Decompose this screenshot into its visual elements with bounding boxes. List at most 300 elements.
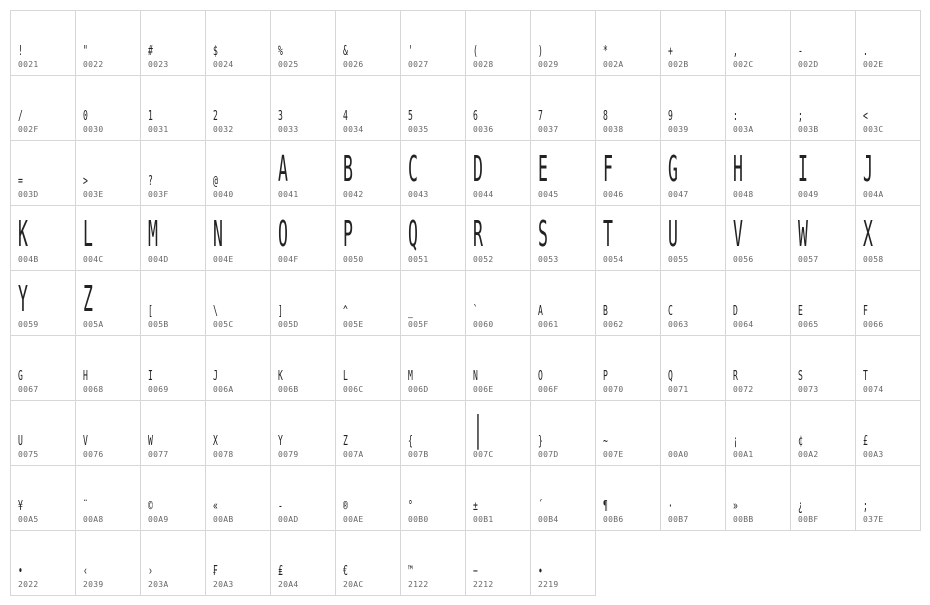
glyph-cell[interactable]: [660, 270, 726, 336]
glyph-char: Q: [408, 214, 418, 256]
glyph-code: 002F: [18, 125, 39, 134]
glyph-cell[interactable]: [790, 205, 856, 271]
glyph-char: ¨: [83, 499, 88, 514]
glyph-char: •: [18, 564, 23, 579]
glyph-char: ¢: [798, 434, 803, 449]
glyph-char: G: [18, 369, 23, 384]
glyph-code: 00AD: [278, 515, 299, 524]
glyph-cell[interactable]: [400, 270, 466, 336]
glyph-cell[interactable]: [660, 335, 726, 401]
glyph-char: F: [863, 304, 868, 319]
glyph-code: 00AE: [343, 515, 364, 524]
glyph-char: J: [213, 369, 218, 384]
glyph-char: T: [863, 369, 868, 384]
glyph-cell[interactable]: [660, 465, 726, 531]
glyph-cell[interactable]: [75, 140, 141, 206]
glyph-cell[interactable]: [270, 335, 336, 401]
glyph-char: N: [213, 214, 223, 256]
glyph-cell[interactable]: [725, 465, 791, 531]
glyph-cell[interactable]: [10, 465, 76, 531]
glyph-char: €: [343, 564, 348, 579]
glyph-cell[interactable]: [465, 465, 531, 531]
glyph-cell[interactable]: [10, 335, 76, 401]
glyph-code: 0038: [603, 125, 624, 134]
glyph-char: B: [343, 149, 353, 191]
glyph-char: ,: [733, 44, 738, 59]
glyph-cell[interactable]: [790, 10, 856, 76]
glyph-char: 4: [343, 109, 348, 124]
glyph-code: 004F: [278, 255, 299, 264]
glyph-cell[interactable]: [270, 75, 336, 141]
glyph-cell[interactable]: [855, 400, 921, 466]
glyph-char: ₣: [213, 564, 218, 579]
glyph-code: 0066: [863, 320, 884, 329]
glyph-code: 0069: [148, 385, 169, 394]
glyph-code: 002B: [668, 60, 689, 69]
glyph-char: :: [733, 109, 738, 124]
glyph-cell[interactable]: [400, 140, 466, 206]
glyph-code: 0074: [863, 385, 884, 394]
glyph-char: \: [213, 304, 218, 319]
glyph-code: 0060: [473, 320, 494, 329]
glyph-code: 004D: [148, 255, 169, 264]
glyph-code: 0049: [798, 190, 819, 199]
glyph-cell[interactable]: [75, 270, 141, 336]
glyph-char: >: [83, 174, 88, 189]
glyph-cell[interactable]: [10, 270, 76, 336]
glyph-cell[interactable]: [205, 205, 271, 271]
glyph-char: M: [408, 369, 413, 384]
glyph-cell[interactable]: [595, 140, 661, 206]
glyph-code: 00BF: [798, 515, 819, 524]
glyph-cell[interactable]: [270, 205, 336, 271]
glyph-cell[interactable]: [530, 205, 596, 271]
glyph-char: P: [343, 214, 353, 256]
glyph-char: I: [798, 149, 808, 191]
glyph-code: 006E: [473, 385, 494, 394]
glyph-char: C: [408, 149, 418, 191]
glyph-char: ": [83, 44, 88, 59]
glyph-code: 006C: [343, 385, 364, 394]
glyph-char: ): [538, 44, 543, 59]
glyph-char: ¥: [18, 499, 23, 514]
glyph-char: 0: [83, 109, 88, 124]
glyph-char: ¶: [603, 499, 608, 514]
glyph-cell[interactable]: [530, 465, 596, 531]
glyph-char: N: [473, 369, 478, 384]
glyph-cell[interactable]: [335, 465, 401, 531]
glyph-char: +: [668, 44, 673, 59]
glyph-char: E: [538, 149, 548, 191]
glyph-char: ®: [343, 499, 348, 514]
glyph-cell[interactable]: [270, 10, 336, 76]
glyph-cell[interactable]: [790, 75, 856, 141]
glyph-char: V: [733, 214, 743, 256]
glyph-char: ;: [863, 499, 868, 514]
glyph-code: 0077: [148, 450, 169, 459]
glyph-char: ™: [408, 564, 413, 579]
glyph-char: 7: [538, 109, 543, 124]
glyph-code: 0050: [343, 255, 364, 264]
glyph-cell[interactable]: [790, 335, 856, 401]
glyph-char: `: [473, 304, 478, 319]
glyph-cell[interactable]: [595, 400, 661, 466]
glyph-cell[interactable]: [725, 270, 791, 336]
glyph-char: ;: [798, 109, 803, 124]
glyph-char: #: [148, 44, 153, 59]
glyph-char: D: [473, 149, 483, 191]
glyph-code: 0027: [408, 60, 429, 69]
glyph-code: 004A: [863, 190, 884, 199]
glyph-char: M: [148, 214, 158, 256]
glyph-cell[interactable]: [75, 205, 141, 271]
glyph-code: 0052: [473, 255, 494, 264]
glyph-cell[interactable]: [530, 530, 596, 596]
glyph-char: <: [863, 109, 868, 124]
glyph-code: 2022: [18, 580, 39, 589]
glyph-char: °: [408, 499, 413, 514]
glyph-char: |: [473, 409, 483, 451]
glyph-cell[interactable]: [205, 465, 271, 531]
glyph-cell[interactable]: [335, 335, 401, 401]
glyph-code: 007D: [538, 450, 559, 459]
glyph-code: 0055: [668, 255, 689, 264]
glyph-cell[interactable]: [400, 205, 466, 271]
glyph-cell[interactable]: [400, 400, 466, 466]
glyph-code: 0041: [278, 190, 299, 199]
glyph-cell[interactable]: [660, 140, 726, 206]
glyph-code: 0051: [408, 255, 429, 264]
glyph-char: Z: [343, 434, 348, 449]
glyph-code: 0054: [603, 255, 624, 264]
glyph-code: 0042: [343, 190, 364, 199]
glyph-code: 003C: [863, 125, 884, 134]
glyph-code: 005A: [83, 320, 104, 329]
glyph-cell[interactable]: [335, 205, 401, 271]
glyph-char: *: [603, 44, 608, 59]
glyph-char: Y: [18, 279, 28, 321]
glyph-cell[interactable]: [530, 335, 596, 401]
glyph-code: 0023: [148, 60, 169, 69]
glyph-code: 002A: [603, 60, 624, 69]
glyph-char: S: [538, 214, 548, 256]
glyph-code: 00A9: [148, 515, 169, 524]
glyph-char: .: [863, 44, 868, 59]
glyph-cell[interactable]: [855, 465, 921, 531]
glyph-char: K: [18, 214, 28, 256]
glyph-char: ›: [148, 564, 153, 579]
glyph-code: 0040: [213, 190, 234, 199]
glyph-code: 0065: [798, 320, 819, 329]
glyph-cell[interactable]: [75, 335, 141, 401]
glyph-char: &: [343, 44, 348, 59]
glyph-cell[interactable]: [595, 10, 661, 76]
glyph-code: 006A: [213, 385, 234, 394]
glyph-cell[interactable]: [140, 335, 206, 401]
glyph-code: 0024: [213, 60, 234, 69]
glyph-cell[interactable]: [855, 75, 921, 141]
glyph-char: V: [83, 434, 88, 449]
glyph-cell[interactable]: [530, 10, 596, 76]
glyph-cell[interactable]: [335, 140, 401, 206]
glyph-code: 007C: [473, 450, 494, 459]
glyph-code: 00B6: [603, 515, 624, 524]
glyph-cell[interactable]: [725, 75, 791, 141]
glyph-char: U: [18, 434, 23, 449]
glyph-cell[interactable]: [205, 140, 271, 206]
glyph-char: S: [798, 369, 803, 384]
glyph-cell[interactable]: [335, 270, 401, 336]
glyph-code: 203A: [148, 580, 169, 589]
glyph-char: £: [863, 434, 868, 449]
glyph-char: /: [18, 109, 23, 124]
glyph-char: !: [18, 44, 23, 59]
glyph-cell[interactable]: [725, 140, 791, 206]
glyph-cell[interactable]: [335, 75, 401, 141]
glyph-cell[interactable]: [140, 205, 206, 271]
glyph-cell[interactable]: [530, 75, 596, 141]
glyph-char: 3: [278, 109, 283, 124]
glyph-cell[interactable]: [75, 75, 141, 141]
glyph-char: 6: [473, 109, 478, 124]
glyph-cell[interactable]: [790, 140, 856, 206]
glyph-code: 0043: [408, 190, 429, 199]
glyph-code: 0030: [83, 125, 104, 134]
glyph-code: 0021: [18, 60, 39, 69]
glyph-code: 00B1: [473, 515, 494, 524]
glyph-code: 0026: [343, 60, 364, 69]
glyph-code: 0072: [733, 385, 754, 394]
glyph-cell[interactable]: [140, 270, 206, 336]
glyph-code: 037E: [863, 515, 884, 524]
glyph-char: R: [473, 214, 483, 256]
glyph-code: 00A1: [733, 450, 754, 459]
glyph-cell[interactable]: [855, 140, 921, 206]
glyph-code: 0029: [538, 60, 559, 69]
glyph-cell[interactable]: [595, 335, 661, 401]
glyph-cell[interactable]: [75, 530, 141, 596]
glyph-code: 0045: [538, 190, 559, 199]
glyph-cell[interactable]: [595, 75, 661, 141]
glyph-cell[interactable]: [465, 140, 531, 206]
glyph-cell[interactable]: [465, 270, 531, 336]
glyph-char: _: [408, 304, 413, 319]
glyph-cell[interactable]: [790, 400, 856, 466]
glyph-code: 0068: [83, 385, 104, 394]
glyph-cell[interactable]: [660, 400, 726, 466]
glyph-cell[interactable]: [855, 270, 921, 336]
glyph-code: 0053: [538, 255, 559, 264]
glyph-cell[interactable]: [205, 400, 271, 466]
glyph-code: 0063: [668, 320, 689, 329]
glyph-code: 00A0: [668, 450, 689, 459]
glyph-char: W: [798, 214, 808, 256]
glyph-code: 003F: [148, 190, 169, 199]
glyph-cell[interactable]: [725, 205, 791, 271]
glyph-code: 006D: [408, 385, 429, 394]
glyph-code: 0032: [213, 125, 234, 134]
glyph-char: J: [863, 149, 873, 191]
glyph-code: 004C: [83, 255, 104, 264]
glyph-char: ~: [603, 434, 608, 449]
glyph-cell[interactable]: [10, 140, 76, 206]
glyph-char: 2: [213, 109, 218, 124]
glyph-cell[interactable]: [270, 530, 336, 596]
glyph-cell[interactable]: [465, 335, 531, 401]
glyph-cell[interactable]: [205, 335, 271, 401]
glyph-cell[interactable]: [205, 10, 271, 76]
glyph-cell[interactable]: [530, 400, 596, 466]
glyph-cell[interactable]: [10, 75, 76, 141]
glyph-char: P: [603, 369, 608, 384]
glyph-code: 006F: [538, 385, 559, 394]
glyph-cell[interactable]: [530, 140, 596, 206]
glyph-code: 002E: [863, 60, 884, 69]
glyph-code: 0070: [603, 385, 624, 394]
glyph-char: 9: [668, 109, 673, 124]
glyph-code: 2039: [83, 580, 104, 589]
glyph-cell[interactable]: [660, 10, 726, 76]
glyph-char: O: [278, 214, 288, 256]
glyph-char: T: [603, 214, 613, 256]
glyph-cell[interactable]: [595, 205, 661, 271]
glyph-code: 00A8: [83, 515, 104, 524]
glyph-cell[interactable]: [10, 10, 76, 76]
glyph-cell[interactable]: [335, 530, 401, 596]
glyph-code: 0047: [668, 190, 689, 199]
glyph-char: Z: [83, 279, 93, 321]
glyph-code: 0034: [343, 125, 364, 134]
glyph-cell[interactable]: [270, 140, 336, 206]
glyph-cell[interactable]: [725, 335, 791, 401]
glyph-cell[interactable]: [140, 140, 206, 206]
glyph-cell[interactable]: [75, 10, 141, 76]
glyph-code: 005D: [278, 320, 299, 329]
glyph-char: ¡: [733, 434, 738, 449]
glyph-cell[interactable]: [75, 465, 141, 531]
glyph-cell[interactable]: [660, 75, 726, 141]
glyph-cell[interactable]: [335, 10, 401, 76]
glyph-char: X: [863, 214, 873, 256]
glyph-code: 2212: [473, 580, 494, 589]
glyph-char: [: [148, 304, 153, 319]
glyph-char: L: [343, 369, 348, 384]
glyph-code: 00A5: [18, 515, 39, 524]
glyph-char: }: [538, 434, 543, 449]
glyph-cell[interactable]: [790, 465, 856, 531]
glyph-code: 005C: [213, 320, 234, 329]
glyph-char: ±: [473, 499, 478, 514]
glyph-cell[interactable]: [725, 10, 791, 76]
glyph-cell[interactable]: [855, 335, 921, 401]
glyph-cell[interactable]: [465, 400, 531, 466]
glyph-cell[interactable]: [10, 205, 76, 271]
glyph-cell[interactable]: [530, 270, 596, 336]
glyph-cell[interactable]: [270, 465, 336, 531]
glyph-code: 0059: [18, 320, 39, 329]
glyph-cell[interactable]: [465, 75, 531, 141]
glyph-cell[interactable]: [790, 270, 856, 336]
glyph-code: 003E: [83, 190, 104, 199]
glyph-cell[interactable]: [400, 10, 466, 76]
glyph-cell[interactable]: [140, 400, 206, 466]
glyph-code: 0039: [668, 125, 689, 134]
glyph-cell[interactable]: [270, 270, 336, 336]
glyph-char: 1: [148, 109, 153, 124]
glyph-cell[interactable]: [75, 400, 141, 466]
glyph-cell[interactable]: [855, 205, 921, 271]
glyph-char: @: [213, 174, 218, 189]
glyph-code: 00BB: [733, 515, 754, 524]
glyph-cell[interactable]: [140, 75, 206, 141]
glyph-cell[interactable]: [10, 400, 76, 466]
glyph-code: 0025: [278, 60, 299, 69]
glyph-code: 0064: [733, 320, 754, 329]
glyph-code: 0046: [603, 190, 624, 199]
glyph-cell[interactable]: [10, 530, 76, 596]
glyph-cell[interactable]: [400, 465, 466, 531]
glyph-cell[interactable]: [140, 530, 206, 596]
glyph-cell[interactable]: [270, 400, 336, 466]
glyph-cell[interactable]: [140, 10, 206, 76]
glyph-code: 003A: [733, 125, 754, 134]
glyph-cell[interactable]: [465, 205, 531, 271]
glyph-code: 0079: [278, 450, 299, 459]
glyph-code: 20A4: [278, 580, 299, 589]
glyph-cell[interactable]: [400, 335, 466, 401]
glyph-cell[interactable]: [855, 10, 921, 76]
glyph-char: D: [733, 304, 738, 319]
glyph-cell[interactable]: [205, 270, 271, 336]
glyph-code: 0061: [538, 320, 559, 329]
glyph-code: 0062: [603, 320, 624, 329]
glyph-char: ^: [343, 304, 348, 319]
glyph-char: U: [668, 214, 678, 256]
glyph-code: 0067: [18, 385, 39, 394]
glyph-char: =: [18, 174, 23, 189]
glyph-cell[interactable]: [205, 75, 271, 141]
glyph-cell[interactable]: [595, 465, 661, 531]
glyph-char: H: [83, 369, 88, 384]
glyph-code: 0075: [18, 450, 39, 459]
glyph-code: 007B: [408, 450, 429, 459]
glyph-char: F: [603, 149, 613, 191]
glyph-cell[interactable]: [400, 530, 466, 596]
glyph-cell[interactable]: [465, 10, 531, 76]
glyph-char: «: [213, 499, 218, 514]
glyph-code: 20AC: [343, 580, 364, 589]
glyph-char: L: [83, 214, 93, 256]
glyph-code: 0056: [733, 255, 754, 264]
glyph-cell[interactable]: [205, 530, 271, 596]
glyph-cell[interactable]: [335, 400, 401, 466]
glyph-char: -: [278, 499, 283, 514]
glyph-code: 003D: [18, 190, 39, 199]
glyph-char: -: [798, 44, 803, 59]
glyph-cell[interactable]: [140, 465, 206, 531]
glyph-cell[interactable]: [400, 75, 466, 141]
glyph-code: 0036: [473, 125, 494, 134]
glyph-cell[interactable]: [465, 530, 531, 596]
glyph-code: 004B: [18, 255, 39, 264]
glyph-cell[interactable]: [660, 205, 726, 271]
glyph-char: B: [603, 304, 608, 319]
glyph-cell[interactable]: [595, 270, 661, 336]
glyph-code: 00AB: [213, 515, 234, 524]
glyph-cell[interactable]: [725, 400, 791, 466]
glyph-char: A: [278, 149, 288, 191]
glyph-char: ‹: [83, 564, 88, 579]
